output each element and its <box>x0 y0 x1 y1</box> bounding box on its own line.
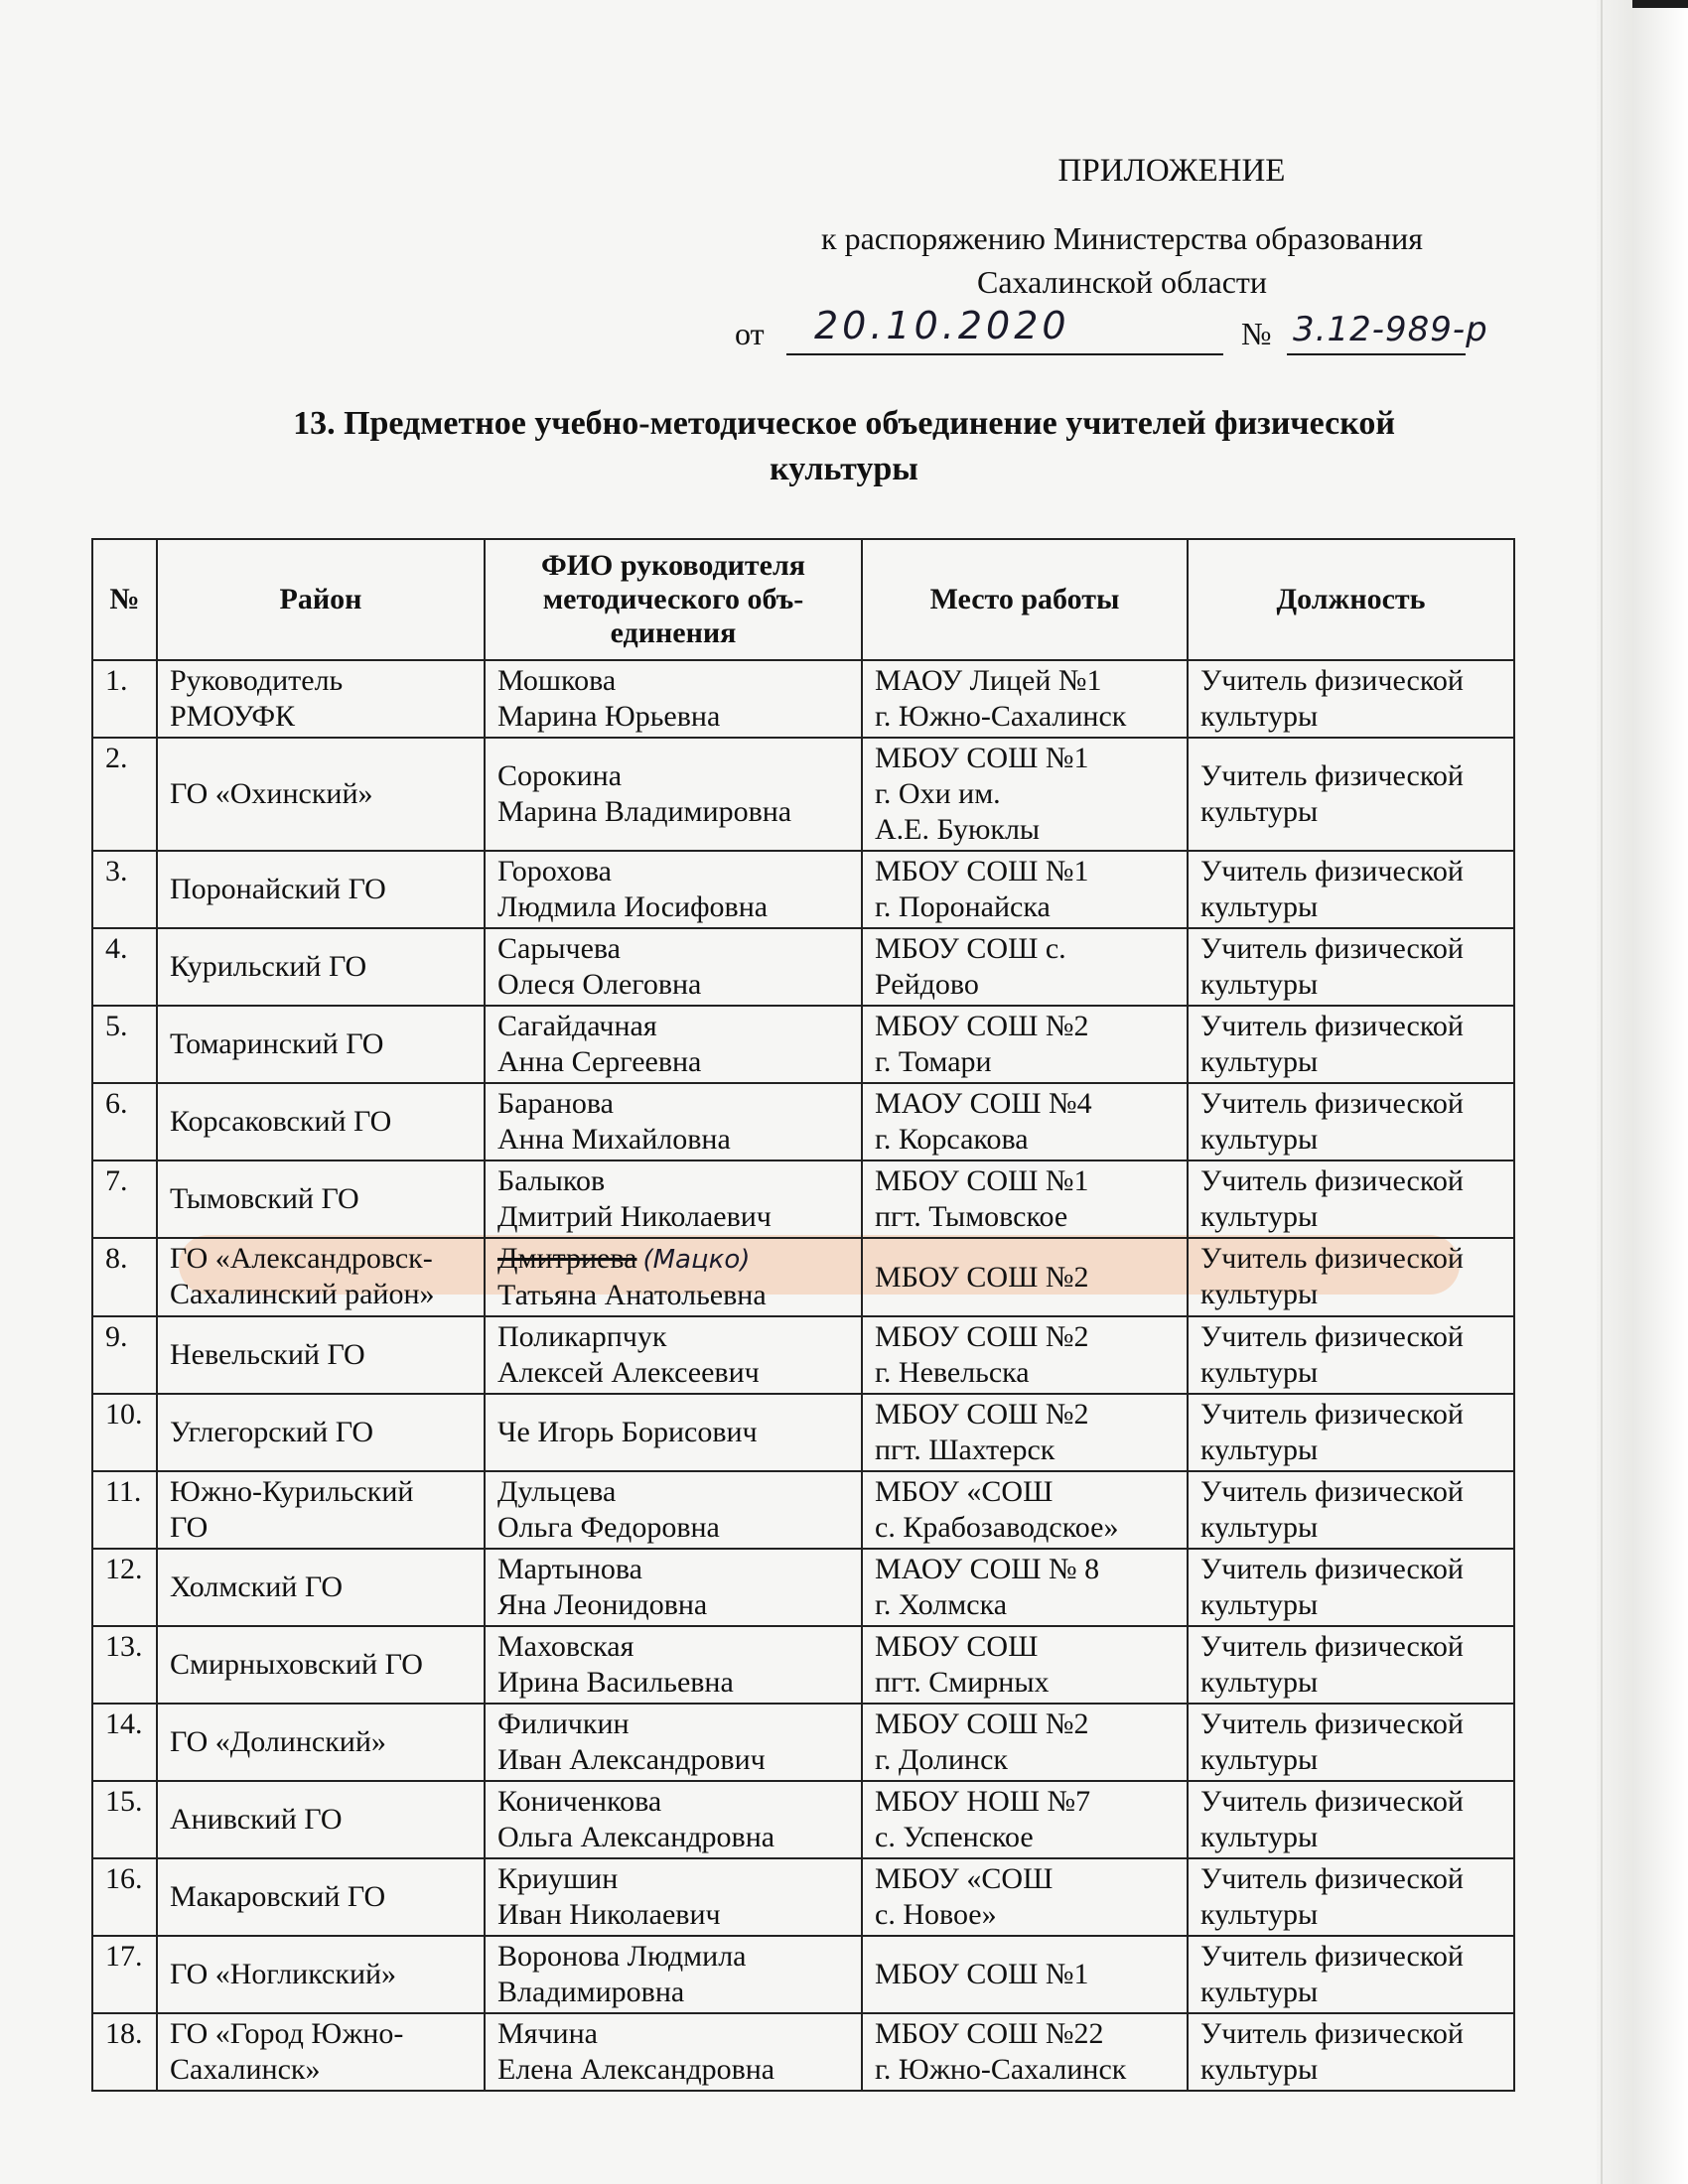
position-line: Учитель физической <box>1200 855 1464 887</box>
row-position <box>1188 660 1514 738</box>
row-leader <box>485 738 862 851</box>
row-workplace <box>862 1471 1188 1549</box>
table-row <box>92 1626 1514 1704</box>
table-row <box>92 1781 1514 1858</box>
row-position <box>1188 1471 1514 1549</box>
row-workplace <box>862 1160 1188 1238</box>
row-number: 3. <box>92 851 157 928</box>
row-position <box>1188 1006 1514 1083</box>
row-position <box>1188 1549 1514 1626</box>
table-row <box>92 1006 1514 1083</box>
workplace-line: МБОУ СОШ №2 <box>875 1707 1089 1740</box>
district-line: Смирныховский ГО <box>170 1648 423 1681</box>
date-underline <box>786 353 1223 355</box>
row-position <box>1188 1238 1514 1316</box>
workplace-line: МБОУ «СОШ <box>875 1862 1054 1895</box>
row-number: 15. <box>92 1781 157 1858</box>
leader-line: Яна Леонидовна <box>497 1588 708 1621</box>
row-district <box>157 1006 485 1083</box>
handwritten-correction: (Мацко) <box>642 1245 751 1275</box>
members-table <box>91 538 1515 2092</box>
position-line: культуры <box>1200 1588 1319 1621</box>
position-line: Учитель физической <box>1200 1630 1464 1663</box>
row-number: 9. <box>92 1316 157 1394</box>
leader-line: Татьяна Анатольевна <box>497 1279 767 1311</box>
position-line: культуры <box>1200 1511 1319 1544</box>
workplace-line: г. Невельска <box>875 1356 1030 1389</box>
row-leader <box>485 1083 862 1160</box>
position-line: Учитель физической <box>1200 1475 1464 1508</box>
position-line: культуры <box>1200 795 1319 828</box>
workplace-line: г. Южно-Сахалинск <box>875 2053 1127 2086</box>
district-line: Сахалинск» <box>170 2053 321 2086</box>
district-line: ГО «Долинский» <box>170 1725 386 1758</box>
row-position <box>1188 1083 1514 1160</box>
position-line: культуры <box>1200 1743 1319 1776</box>
header-leader-name-line-3: единения <box>610 616 737 649</box>
workplace-line: МБОУ СОШ №2 <box>875 1260 1089 1294</box>
header-leader-name <box>485 539 862 660</box>
leader-line: Маховская <box>497 1630 634 1663</box>
district-line: Томаринский ГО <box>170 1027 384 1060</box>
row-district <box>157 1781 485 1858</box>
row-district <box>157 1160 485 1238</box>
position-line: Учитель физической <box>1200 664 1464 697</box>
district-line: Анивский ГО <box>170 1803 343 1836</box>
workplace-line: МАОУ Лицей №1 <box>875 664 1102 697</box>
position-line: культуры <box>1200 1898 1319 1931</box>
row-leader <box>485 1936 862 2013</box>
leader-line: Сагайдачная <box>497 1010 657 1042</box>
position-line: Учитель физической <box>1200 1010 1464 1042</box>
row-number: 4. <box>92 928 157 1006</box>
workplace-line: МБОУ СОШ №22 <box>875 2017 1104 2050</box>
row-leader <box>485 1704 862 1781</box>
row-position <box>1188 851 1514 928</box>
district-line: Макаровский ГО <box>170 1880 386 1913</box>
workplace-line: г. Холмска <box>875 1588 1008 1621</box>
row-district <box>157 1083 485 1160</box>
workplace-line: пгт. Тымовское <box>875 1200 1068 1233</box>
workplace-line: г. Южно-Сахалинск <box>875 700 1127 733</box>
row-district <box>157 851 485 928</box>
row-district <box>157 738 485 851</box>
leader-line: Марина Юрьевна <box>497 700 721 733</box>
district-line: ГО «Охинский» <box>170 777 373 810</box>
leader-line: Ольга Александровна <box>497 1821 775 1853</box>
row-number: 7. <box>92 1160 157 1238</box>
district-line: Сахалинский район» <box>170 1278 435 1310</box>
table-row <box>92 1083 1514 1160</box>
table-header-row <box>92 539 1514 660</box>
workplace-line: с. Успенское <box>875 1821 1034 1853</box>
leader-line: Дульцева <box>497 1475 617 1508</box>
row-leader <box>485 2013 862 2091</box>
workplace-line: г. Долинск <box>875 1743 1008 1776</box>
struck-surname: Дмитриева <box>497 1242 637 1275</box>
district-line: Холмский ГО <box>170 1570 344 1603</box>
table-row <box>92 1160 1514 1238</box>
workplace-line: МБОУ СОШ №1 <box>875 1958 1089 1990</box>
row-leader <box>485 1549 862 1626</box>
position-line: Учитель физической <box>1200 1862 1464 1895</box>
leader-line: Баранова <box>497 1087 614 1120</box>
table-row <box>92 1936 1514 2013</box>
row-position <box>1188 1316 1514 1394</box>
row-workplace <box>862 1316 1188 1394</box>
leader-line: Алексей Алексеевич <box>497 1356 760 1389</box>
position-line: культуры <box>1200 890 1319 923</box>
table-row <box>92 1316 1514 1394</box>
leader-line: Сарычева <box>497 932 621 965</box>
row-leader <box>485 851 862 928</box>
workplace-line: г. Корсакова <box>875 1123 1029 1156</box>
row-number: 13. <box>92 1626 157 1704</box>
workplace-line: МБОУ «СОШ <box>875 1475 1054 1508</box>
district-line: РМОУФК <box>170 700 296 733</box>
row-workplace <box>862 928 1188 1006</box>
workplace-line: с. Крабозаводское» <box>875 1511 1119 1544</box>
row-leader <box>485 1238 862 1316</box>
leader-line: Марина Владимировна <box>497 795 792 828</box>
workplace-line: с. Новое» <box>875 1898 997 1931</box>
section-title-line-1: 13. Предметное учебно-методическое объединение учителей физической <box>293 405 1395 442</box>
table-row <box>92 660 1514 738</box>
row-leader <box>485 928 862 1006</box>
row-number: 8. <box>92 1238 157 1316</box>
header-num: № <box>92 539 157 660</box>
row-leader <box>485 1626 862 1704</box>
row-workplace <box>862 660 1188 738</box>
row-number: 12. <box>92 1549 157 1626</box>
table-row <box>92 2013 1514 2091</box>
row-number: 18. <box>92 2013 157 2091</box>
position-line: Учитель физической <box>1200 932 1464 965</box>
row-workplace <box>862 738 1188 851</box>
date-number-line <box>715 306 1529 357</box>
workplace-line: МБОУ СОШ <box>875 1630 1039 1663</box>
row-workplace <box>862 1781 1188 1858</box>
row-number: 17. <box>92 1936 157 2013</box>
workplace-line: А.Е. Буюклы <box>875 813 1041 846</box>
leader-line: Ирина Васильевна <box>497 1666 734 1699</box>
number-label: № <box>1241 316 1272 351</box>
leader-line: Мошкова <box>497 664 617 697</box>
position-line: культуры <box>1200 1356 1319 1389</box>
row-position <box>1188 1858 1514 1936</box>
row-position <box>1188 2013 1514 2091</box>
row-district <box>157 1549 485 1626</box>
row-number: 2. <box>92 738 157 851</box>
leader-line: Анна Сергеевна <box>497 1045 702 1078</box>
row-position <box>1188 738 1514 851</box>
row-district <box>157 1316 485 1394</box>
workplace-line: МБОУ СОШ №1 <box>875 742 1089 774</box>
position-line: культуры <box>1200 1666 1319 1699</box>
scan-page-edge <box>1597 0 1688 2184</box>
row-number: 10. <box>92 1394 157 1471</box>
district-line: ГО «Город Южно- <box>170 2017 404 2050</box>
row-district <box>157 1704 485 1781</box>
workplace-line: пгт. Шахтерск <box>875 1433 1055 1466</box>
workplace-line: МБОУ СОШ №2 <box>875 1320 1089 1353</box>
district-line: Углегорский ГО <box>170 1416 373 1448</box>
district-line: Южно-Курильский <box>170 1475 414 1508</box>
workplace-line: МБОУ СОШ №1 <box>875 855 1089 887</box>
leader-line: Филичкин <box>497 1707 630 1740</box>
row-number: 6. <box>92 1083 157 1160</box>
workplace-line: МАОУ СОШ № 8 <box>875 1553 1100 1585</box>
position-line: культуры <box>1200 1433 1319 1466</box>
position-line: культуры <box>1200 1045 1319 1078</box>
row-leader <box>485 1858 862 1936</box>
leader-line: Горохова <box>497 855 612 887</box>
table-row <box>92 1704 1514 1781</box>
leader-line: Анна Михайловна <box>497 1123 731 1156</box>
leader-line: Людмила Иосифовна <box>497 890 769 923</box>
position-line: Учитель физической <box>1200 1785 1464 1818</box>
district-line: Тымовский ГО <box>170 1182 359 1215</box>
row-workplace <box>862 851 1188 928</box>
workplace-line: МБОУ СОШ №2 <box>875 1010 1089 1042</box>
row-leader <box>485 1394 862 1471</box>
row-workplace <box>862 1704 1188 1781</box>
row-position <box>1188 1936 1514 2013</box>
row-number: 5. <box>92 1006 157 1083</box>
leader-line: Иван Александрович <box>497 1743 766 1776</box>
workplace-line: МБОУ СОШ №2 <box>875 1398 1089 1431</box>
row-district <box>157 2013 485 2091</box>
scan-corner-mark <box>1632 0 1688 8</box>
position-line: Учитель физической <box>1200 1553 1464 1585</box>
row-workplace <box>862 1238 1188 1316</box>
leader-line: Сорокина <box>497 759 623 792</box>
leader-line: Кониченкова <box>497 1785 662 1818</box>
leader-line: Криушин <box>497 1862 619 1895</box>
row-position <box>1188 1160 1514 1238</box>
document-header <box>715 149 1529 357</box>
header-line-1: к распоряжению Министерства образования <box>821 220 1423 256</box>
number-underline <box>1287 353 1466 355</box>
district-line: ГО <box>170 1511 209 1544</box>
row-position <box>1188 1626 1514 1704</box>
scan-edge-line <box>1601 0 1603 2184</box>
section-title <box>199 401 1489 492</box>
row-district <box>157 1394 485 1471</box>
district-line: Невельский ГО <box>170 1338 365 1371</box>
row-workplace <box>862 2013 1188 2091</box>
row-position <box>1188 928 1514 1006</box>
table-row <box>92 738 1514 851</box>
header-district: Район <box>157 539 485 660</box>
position-line: Учитель физической <box>1200 1707 1464 1740</box>
handwritten-date: 20.10.2020 <box>814 304 1070 347</box>
leader-line: Иван Николаевич <box>497 1898 721 1931</box>
row-workplace <box>862 1936 1188 2013</box>
position-line: культуры <box>1200 2053 1319 2086</box>
row-workplace <box>862 1549 1188 1626</box>
leader-line: Че Игорь Борисович <box>497 1416 758 1448</box>
workplace-line: Рейдово <box>875 968 979 1001</box>
district-line: ГО «Александровск- <box>170 1242 433 1275</box>
workplace-line: МАОУ СОШ №4 <box>875 1087 1092 1120</box>
appendix-title: ПРИЛОЖЕНИЕ <box>1057 153 1286 189</box>
section-title-line-2: культуры <box>770 451 918 487</box>
leader-line: Поликарпчук <box>497 1320 667 1353</box>
header-position: Должность <box>1188 539 1514 660</box>
workplace-line: МБОУ СОШ с. <box>875 932 1066 965</box>
position-line: Учитель физической <box>1200 1940 1464 1973</box>
district-line: Курильский ГО <box>170 950 367 983</box>
header-leader-name-line-2: методического объ- <box>542 583 804 615</box>
workplace-line: г. Томари <box>875 1045 992 1078</box>
row-workplace <box>862 1858 1188 1936</box>
position-line: Учитель физической <box>1200 1164 1464 1197</box>
leader-line: Балыков <box>497 1164 606 1197</box>
workplace-line: МБОУ НОШ №7 <box>875 1785 1091 1818</box>
handwritten-number: 3.12-989-р <box>1293 310 1488 349</box>
district-line: Корсаковский ГО <box>170 1105 392 1138</box>
district-line: Руководитель <box>170 664 344 697</box>
row-district <box>157 660 485 738</box>
position-line: Учитель физической <box>1200 1320 1464 1353</box>
row-leader <box>485 660 862 738</box>
position-line: Учитель физической <box>1200 1242 1464 1275</box>
workplace-line: МБОУ СОШ №1 <box>875 1164 1089 1197</box>
leader-line: Владимировна <box>497 1976 685 2008</box>
position-line: культуры <box>1200 1976 1319 2008</box>
row-number: 16. <box>92 1858 157 1936</box>
leader-line: Ольга Федоровна <box>497 1511 720 1544</box>
header-leader-name-line-1: ФИО руководителя <box>540 549 806 582</box>
row-leader <box>485 1781 862 1858</box>
leader-line: Олеся Олеговна <box>497 968 702 1001</box>
row-workplace <box>862 1083 1188 1160</box>
row-number: 1. <box>92 660 157 738</box>
position-line: Учитель физической <box>1200 759 1464 792</box>
position-line: Учитель физической <box>1200 2017 1464 2050</box>
row-leader <box>485 1006 862 1083</box>
row-workplace <box>862 1394 1188 1471</box>
district-line: Поронайский ГО <box>170 873 386 905</box>
leader-line: Мартынова <box>497 1553 643 1585</box>
row-district <box>157 1238 485 1316</box>
leader-line: Мячина <box>497 2017 598 2050</box>
position-line: Учитель физической <box>1200 1087 1464 1120</box>
position-line: культуры <box>1200 700 1319 733</box>
position-line: культуры <box>1200 968 1319 1001</box>
row-position <box>1188 1781 1514 1858</box>
leader-line: Дмитрий Николаевич <box>497 1200 772 1233</box>
table-row <box>92 1238 1514 1316</box>
row-leader <box>485 1316 862 1394</box>
table-row <box>92 1549 1514 1626</box>
row-number: 14. <box>92 1704 157 1781</box>
position-line: Учитель физической <box>1200 1398 1464 1431</box>
district-line: ГО «Ногликский» <box>170 1958 397 1990</box>
row-leader <box>485 1160 862 1238</box>
row-workplace <box>862 1626 1188 1704</box>
row-number: 11. <box>92 1471 157 1549</box>
row-workplace <box>862 1006 1188 1083</box>
table-row <box>92 1858 1514 1936</box>
table-row <box>92 928 1514 1006</box>
leader-line: Воронова Людмила <box>497 1940 747 1973</box>
position-line: культуры <box>1200 1821 1319 1853</box>
row-district <box>157 928 485 1006</box>
position-line: культуры <box>1200 1200 1319 1233</box>
row-position <box>1188 1394 1514 1471</box>
header-workplace: Место работы <box>862 539 1188 660</box>
leader-line: Елена Александровна <box>497 2053 775 2086</box>
table-row <box>92 1394 1514 1471</box>
row-district <box>157 1858 485 1936</box>
row-position <box>1188 1704 1514 1781</box>
workplace-line: пгт. Смирных <box>875 1666 1050 1699</box>
workplace-line: г. Охи им. <box>875 777 1001 810</box>
row-district <box>157 1626 485 1704</box>
table-row <box>92 851 1514 928</box>
workplace-line: г. Поронайска <box>875 890 1051 923</box>
row-district <box>157 1936 485 2013</box>
table-row <box>92 1471 1514 1549</box>
header-line-2: Сахалинской области <box>976 264 1268 300</box>
from-label: от <box>735 316 765 351</box>
leader-line <box>497 1241 849 1278</box>
position-line: культуры <box>1200 1123 1319 1156</box>
row-leader <box>485 1471 862 1549</box>
row-district <box>157 1471 485 1549</box>
position-line: культуры <box>1200 1278 1319 1310</box>
